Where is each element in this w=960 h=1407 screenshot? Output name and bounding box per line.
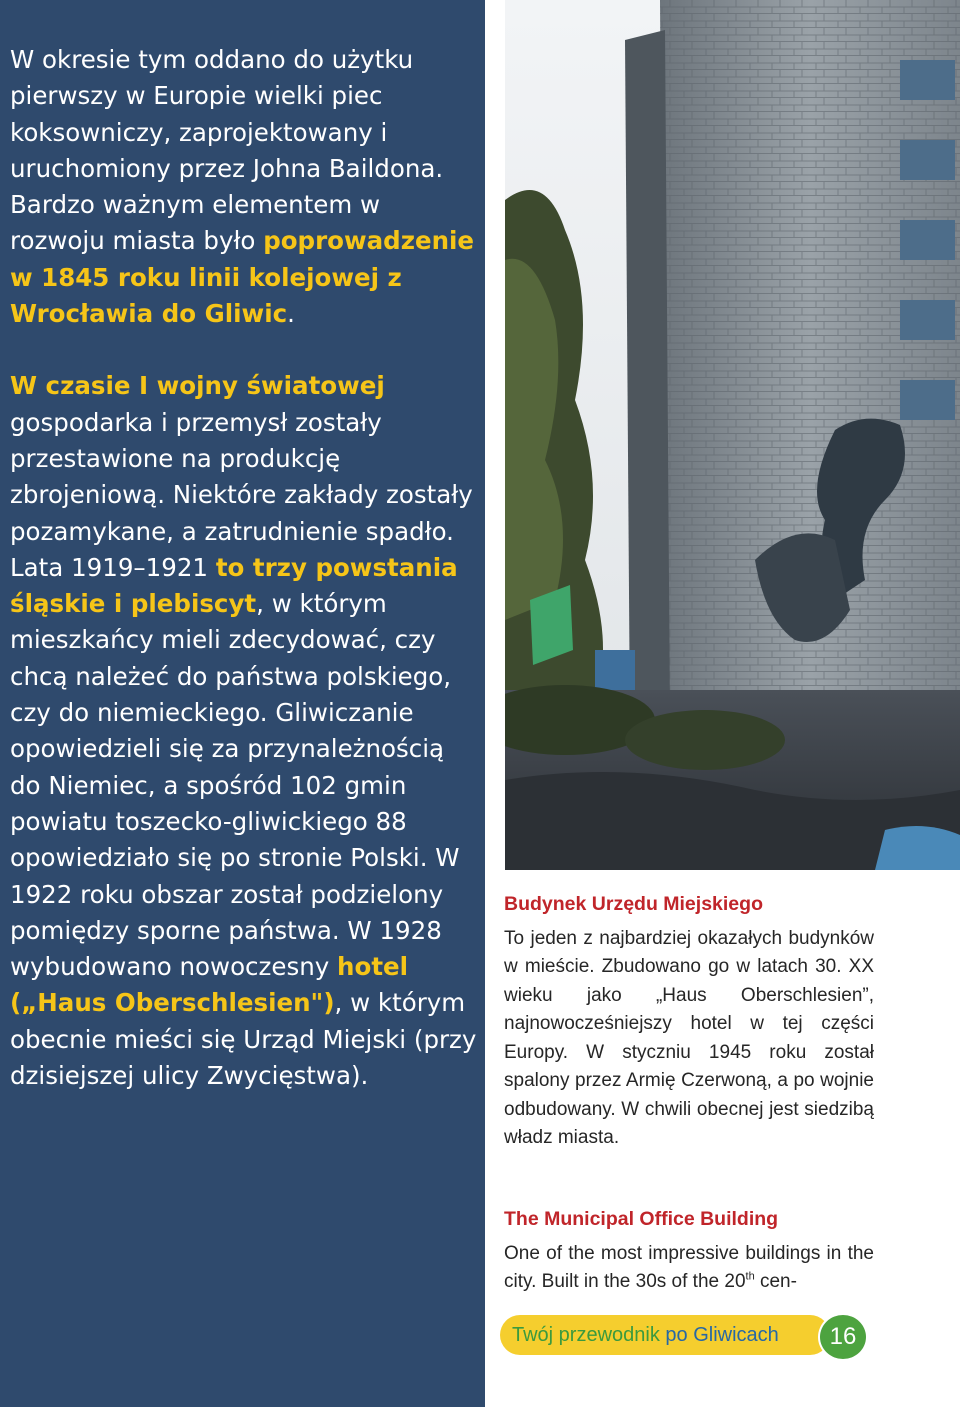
caption-polish-text: To jeden z najbardziej okazałych budynków w mieście. Zbudowano go w latach 30. XX wieku jako „Haus Oberschlesien”, najnowocześniejszy hotel w tej części Europy. W styczniu 1945 roku został spalony przez Armię Czerwoną, a po wojnie odbudowany. W chwili obecnej jest siedzibą władz miasta. <box>504 927 874 1148</box>
highlight-railway: poprowadzenie w 1845 roku linii kolejowej z Wrocławia do Gliwic <box>10 226 475 329</box>
caption-english-title: The Municipal Office Building <box>504 1208 779 1230</box>
highlight-world-war: W czasie I wojny światowej <box>10 371 385 401</box>
caption-polish <box>504 890 874 1153</box>
page-number: 16 <box>818 1313 868 1361</box>
main-article <box>10 42 478 1094</box>
paragraph-war: W czasie I wojny światowej gospodarka i przemysł zostały przestawione na produkcję zbrojeniową. Niektóre zakłady zostały pozamykane, a zatrudnienie spadło. Lata 1919–1921 to trzy powstania śląskie i plebiscyt, w którym mieszkańcy mieli zdecydować, czy chcą należeć do państwa polskiego, czy do niemieckiego. Gliwiczanie opowiedzieli się za przynależnością do Niemiec, a spośród 102 gmin powiatu toszecko-gliwickiego 88 opowiedziało się po stronie Polski. W 1922 roku obszar został podzielony pomiędzy sporne państwa. W 1928 wybudowano nowoczesny hotel („Haus Oberschlesien"), w którym obecnie mieści się Urząd Miejski (przy dzisiejszej ulicy Zwycięstwa). <box>10 371 477 1091</box>
highlight-hotel: hotel („Haus Oberschlesien") <box>10 952 409 1018</box>
paragraph-baildon: W okresie tym oddano do użytku pierwszy w Europie wielki piec koksowniczy, zaprojektowany i uruchomiony przez Johna Baildona. Bardzo ważnym elementem w rozwoju miasta było poprowadzenie w 1845 roku linii kolejowej z Wrocławia do Gliwic. <box>10 45 475 329</box>
city-hall-photo <box>505 0 960 870</box>
footer-guide-title: Twój przewodnik po Gliwicach <box>512 1324 779 1346</box>
caption-polish-title: Budynek Urzędu Miejskiego <box>504 893 763 915</box>
caption-english <box>504 1205 874 1297</box>
caption-english-text: One of the most impressive buildings in the city. Built in the 30s of the 20th cen- <box>504 1242 874 1292</box>
highlight-uprisings: to trzy powstania śląskie i plebiscyt <box>10 552 458 619</box>
footer-bar <box>500 1315 830 1355</box>
